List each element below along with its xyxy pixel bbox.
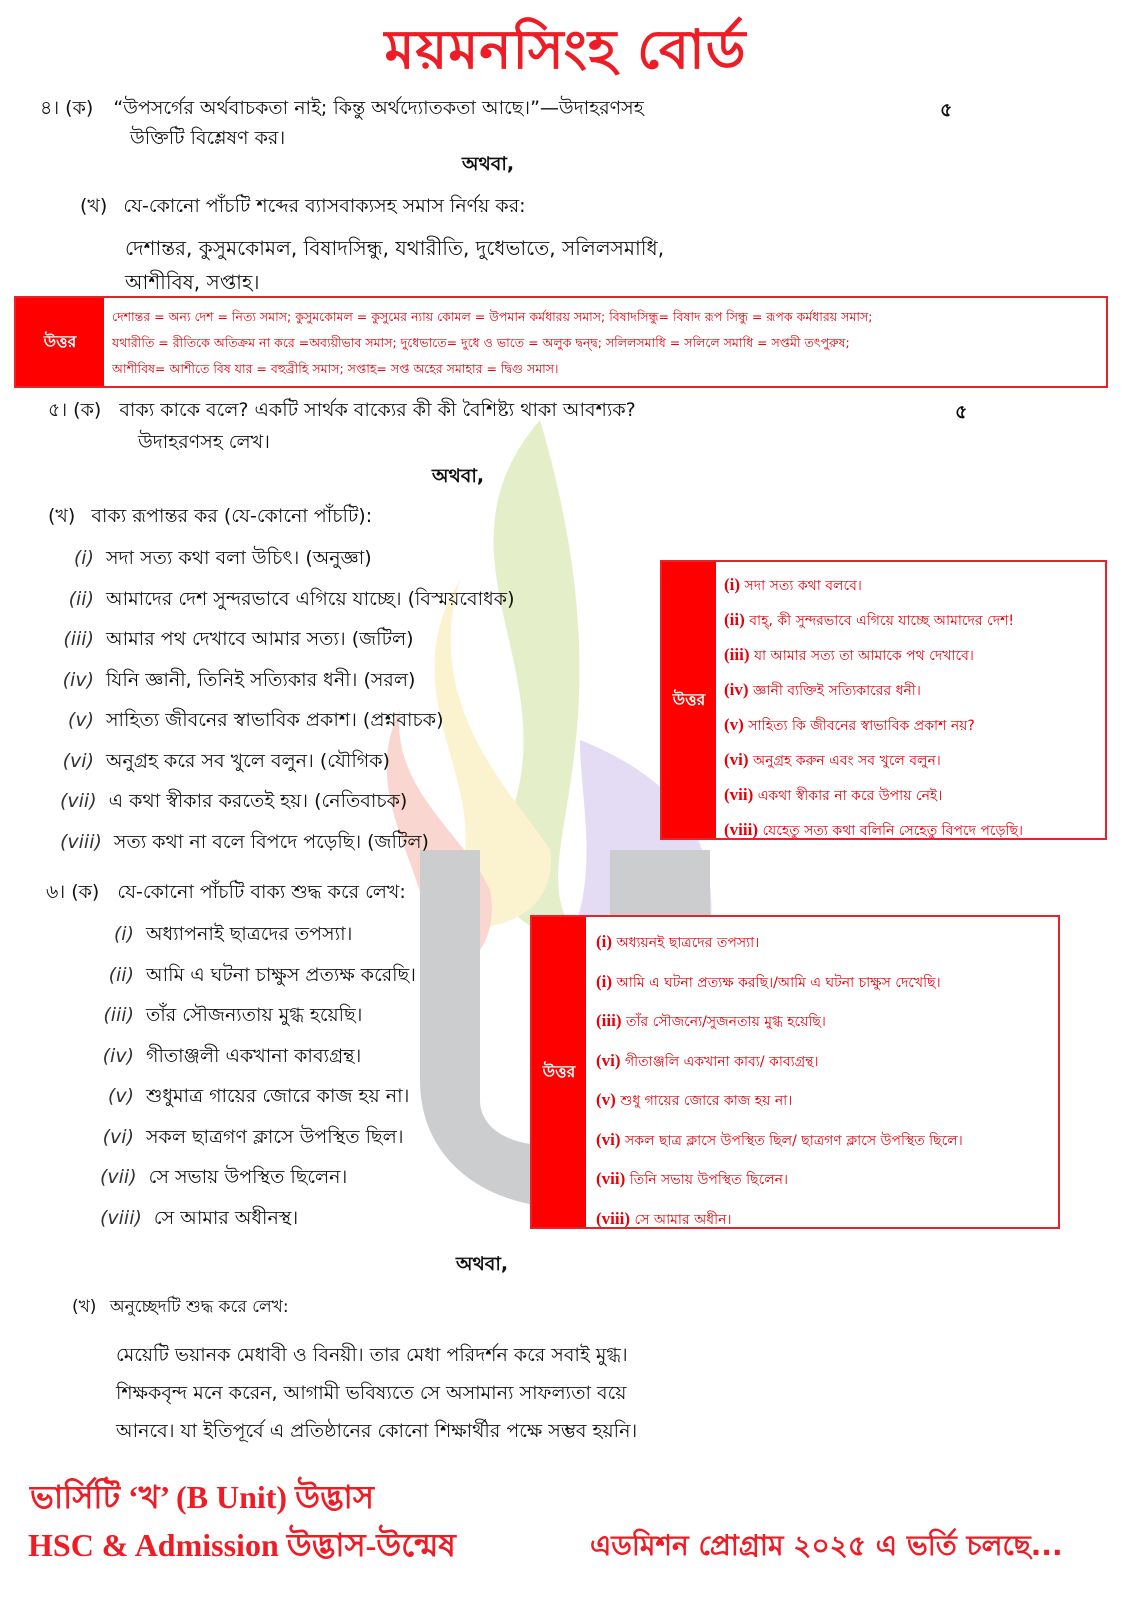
- q6-kha: [72, 1294, 289, 1322]
- q4-answer-line: আশীবিষ= আশীতে বিষ যার = বহুব্রীহি সমাস; সপ্তাহ= সপ্ত অহের সমাহার = দ্বিগু সমাস।: [112, 361, 559, 376]
- q6-othoba: অথবা,: [456, 1253, 509, 1275]
- q6-item: (v) শুধুমাত্র গায়ের জোরে কাজ হয় না।: [107, 1085, 410, 1107]
- answer-label: উত্তর: [16, 298, 104, 386]
- q5-number: ৫। (ক): [48, 399, 102, 421]
- q6-answer-line: (vii) তিনি সভায় উপস্থিত ছিলেন।: [596, 1169, 789, 1188]
- paragraph-line: মেয়েটি ভয়ানক মেধাবী ও বিনয়ী। তার মেধা পরিদর্শন করে সবাই মুগ্ধ।: [116, 1344, 628, 1366]
- q4-answer-line: দেশান্তর = অন্য দেশ = নিত্য সমাস; কুসুমকোমল = কুসুমের ন্যায় কোমল = উপমান কর্মধারয় সমাস; বিষাদসিন্ধু= বিষাদ রূপ সিন্ধু = রূপক কর্মধারয় সমাস;: [112, 309, 873, 324]
- q5-answer-line: (i) সদা সত্য কথা বলবে।: [724, 575, 862, 594]
- q6-ka-text: যে-কোনো পাঁচটি বাক্য শুদ্ধ করে লেখ:: [117, 881, 406, 903]
- q4-marks: ৫: [940, 99, 953, 121]
- q6-item: (i) অধ্যাপনাই ছাত্রদের তপস্যা।: [113, 923, 353, 945]
- answer-label: উত্তর: [662, 562, 716, 838]
- q6-kha-label: (খ): [72, 1297, 97, 1317]
- answer-label: উত্তর: [532, 917, 586, 1227]
- q5-answer-line: (v) সাহিত্য কি জীবনের স্বাভাবিক প্রকাশ নয়?: [724, 715, 975, 734]
- footer-brand-line2: HSC & Admission উদ্ভাস-উন্মেষ: [28, 1527, 456, 1563]
- q5-item: (v) সাহিত্য জীবনের স্বাভাবিক প্রকাশ। (প্রশ্নবাচক): [67, 709, 444, 731]
- q6-number: ৬। (ক): [46, 881, 100, 903]
- q4-othoba: অথবা,: [462, 153, 515, 175]
- q5-answer-line: (iv) জ্ঞানী ব্যক্তিই সত্যিকারের ধনী।: [724, 680, 921, 699]
- q5-answer-line: (vii) একথা স্বীকার না করে উপায় নেই।: [724, 785, 943, 804]
- q5-answer-line: (vi) অনুগ্রহ করুন এবং সব খুলে বলুন।: [724, 750, 941, 769]
- paragraph-line: শিক্ষকবৃন্দ মনে করেন, আগামী ভবিষ্যতে সে অসামান্য সাফল্যতা বয়ে: [116, 1382, 627, 1404]
- q6-item: (iv) গীতাঞ্জলী একখানা কাব্যগ্রন্থ।: [102, 1044, 362, 1067]
- q6-answer-line: (vi) সকল ছাত্র ক্লাসে উপস্থিত ছিল/ ছাত্রগণ ক্লাসে উপস্থিত ছিলে।: [596, 1129, 963, 1149]
- q4-kha-label: (খ): [80, 195, 108, 217]
- q6-items: [100, 914, 416, 1238]
- q5-item: (vi) অনুগ্রহ করে সব খুলে বলুন। (যৌগিক): [62, 749, 390, 772]
- footer-promo: এডমিশন প্রোগ্রাম ২০২৫ এ ভর্তি চলছে...: [590, 1529, 1063, 1562]
- q4-kha: [80, 192, 526, 224]
- q5-item: (vii) এ কথা স্বীকার করতেই হয়। (নেতিবাচক): [60, 790, 408, 812]
- q6-item: (iii) তাঁর সৌজন্যতায় মুগ্ধ হয়েছি।: [103, 1004, 363, 1026]
- q4-words-line1: দেশান্তর, কুসুমকোমল, বিষাদসিন্ধু, যথারীতি, দুধেভাতে, সলিলসমাধি,: [125, 236, 665, 260]
- q4-kha-text: যে-কোনো পাঁচটি শব্দের ব্যাসবাক্যসহ সমাস নির্ণয় কর:: [123, 195, 526, 217]
- q6-item: (vii) সে সভায় উপস্থিত ছিলেন।: [100, 1166, 348, 1188]
- q6-kha-text: অনুচ্ছেদটি শুদ্ধ করে লেখ:: [109, 1297, 289, 1317]
- q6-paragraph: [116, 1336, 637, 1450]
- q6-item: (ii) আমি এ ঘটনা চাক্ষুস প্রত্যক্ষ করেছি।: [108, 963, 416, 986]
- q5-ka: [48, 396, 636, 428]
- q4-answer-line: যথারীতি = রীতিকে অতিক্রম না করে =অব্যয়ীভাব সমাস; দুধেভাতে= দুধে ও ভাতে = অলুক দ্বন্দ্ব; সলিলসমাধি = সলিলে সমাধি = সপ্তমী তৎপুরুষ;: [112, 335, 850, 350]
- footer-brand-line1: ভার্সিটি ‘খ’ (B Unit) উদ্ভাস: [30, 1479, 374, 1515]
- q5-kha-label: (খ): [48, 505, 76, 527]
- q5-answer-box: [660, 560, 1107, 840]
- page-title: ময়মনসিংহ বোর্ড: [384, 18, 747, 81]
- q6-answer-line: (vi) গীতাঞ্জলি একখানা কাব্য/ কাব্যগ্রন্থ।: [596, 1050, 819, 1070]
- q5-answer-line: (iii) যা আমার সত্য তা আমাকে পথ দেখাবে।: [724, 645, 974, 664]
- q5-kha-text: বাক্য রূপান্তর কর (যে-কোনো পাঁচটি):: [91, 505, 373, 527]
- q5-ka-line1: বাক্য কাকে বলে? একটি সার্থক বাক্যের কী কী বৈশিষ্ট্য থাকা আবশ্যক?: [119, 399, 636, 421]
- q4-words-line2: আশীবিষ, সপ্তাহ।: [125, 270, 260, 294]
- q6-answer-box: [530, 915, 1060, 1229]
- q6-answer-line: (iii) তাঁর সৌজন্যে/সুজনতায় মুগ্ধ হয়েছি।: [596, 1011, 826, 1030]
- q4-ka-line1: “উপসর্গের অর্থবাচকতা নাই; কিন্তু অর্থদ্যোতকতা আছে।”—উদাহরণসহ: [113, 97, 644, 119]
- q4-ka: [40, 94, 644, 126]
- q5-item: (iii) আমার পথ দেখাবে আমার সত্য। (জটিল): [63, 628, 414, 650]
- q6-answer-line: (i) অধ্যয়নই ছাত্রদের তপস্যা।: [596, 932, 760, 951]
- q5-items: [60, 538, 515, 862]
- q6-answer-line: (i) আমি এ ঘটনা প্রত্যক্ষ করছি।/আমি এ ঘটনা চাক্ষুস দেখেছি।: [596, 971, 941, 991]
- paragraph-line: আনবে। যা ইতিপূর্বে এ প্রতিষ্ঠানের কোনো শিক্ষার্থীর পক্ষে সম্ভব হয়নি।: [116, 1420, 638, 1442]
- q5-item: (ii) আমাদের দেশ সুন্দরভাবে এগিয়ে যাচ্ছে। (বিস্ময়বোধক): [68, 587, 515, 610]
- q4-number: ৪। (ক): [40, 97, 94, 119]
- q5-item: (iv) যিনি জ্ঞানী, তিনিই সত্যিকার ধনী। (সরল): [62, 668, 416, 691]
- q6-ka: [46, 878, 406, 910]
- q5-ka-line2: উদাহরণসহ লেখ।: [138, 431, 270, 453]
- q5-item: (viii) সত্য কথা না বলে বিপদে পড়েছি। (জটিল): [60, 830, 429, 853]
- q5-marks: ৫: [955, 401, 968, 423]
- q5-othoba: অথবা,: [432, 465, 485, 487]
- q5-answer-line: (ii) বাহ্, কী সুন্দরভাবে এগিয়ে যাচ্ছে আমাদের দেশ!: [724, 610, 1014, 629]
- q6-answer-line: (v) শুধু গায়ের জোরে কাজ হয় না।: [596, 1090, 793, 1109]
- q4-answer-box: [14, 296, 1108, 388]
- q5-answer-line: (viii) যেহেতু সত্য কথা বলিনি সেহেতু বিপদে পড়েছি।: [724, 820, 1024, 838]
- q6-item: (viii) সে আমার অধীনস্থ।: [100, 1206, 299, 1229]
- q5-item: (i) সদা সত্য কথা বলা উচিৎ। (অনুজ্ঞা): [73, 547, 372, 569]
- q6-answer-line: (viii) সে আমার অধীন।: [596, 1208, 732, 1227]
- q6-item: (vi) সকল ছাত্রগণ ক্লাসে উপস্থিত ছিল।: [102, 1125, 404, 1148]
- q5-kha: [48, 502, 372, 534]
- q4-ka-line2: উক্তিটি বিশ্লেষণ কর।: [130, 127, 286, 149]
